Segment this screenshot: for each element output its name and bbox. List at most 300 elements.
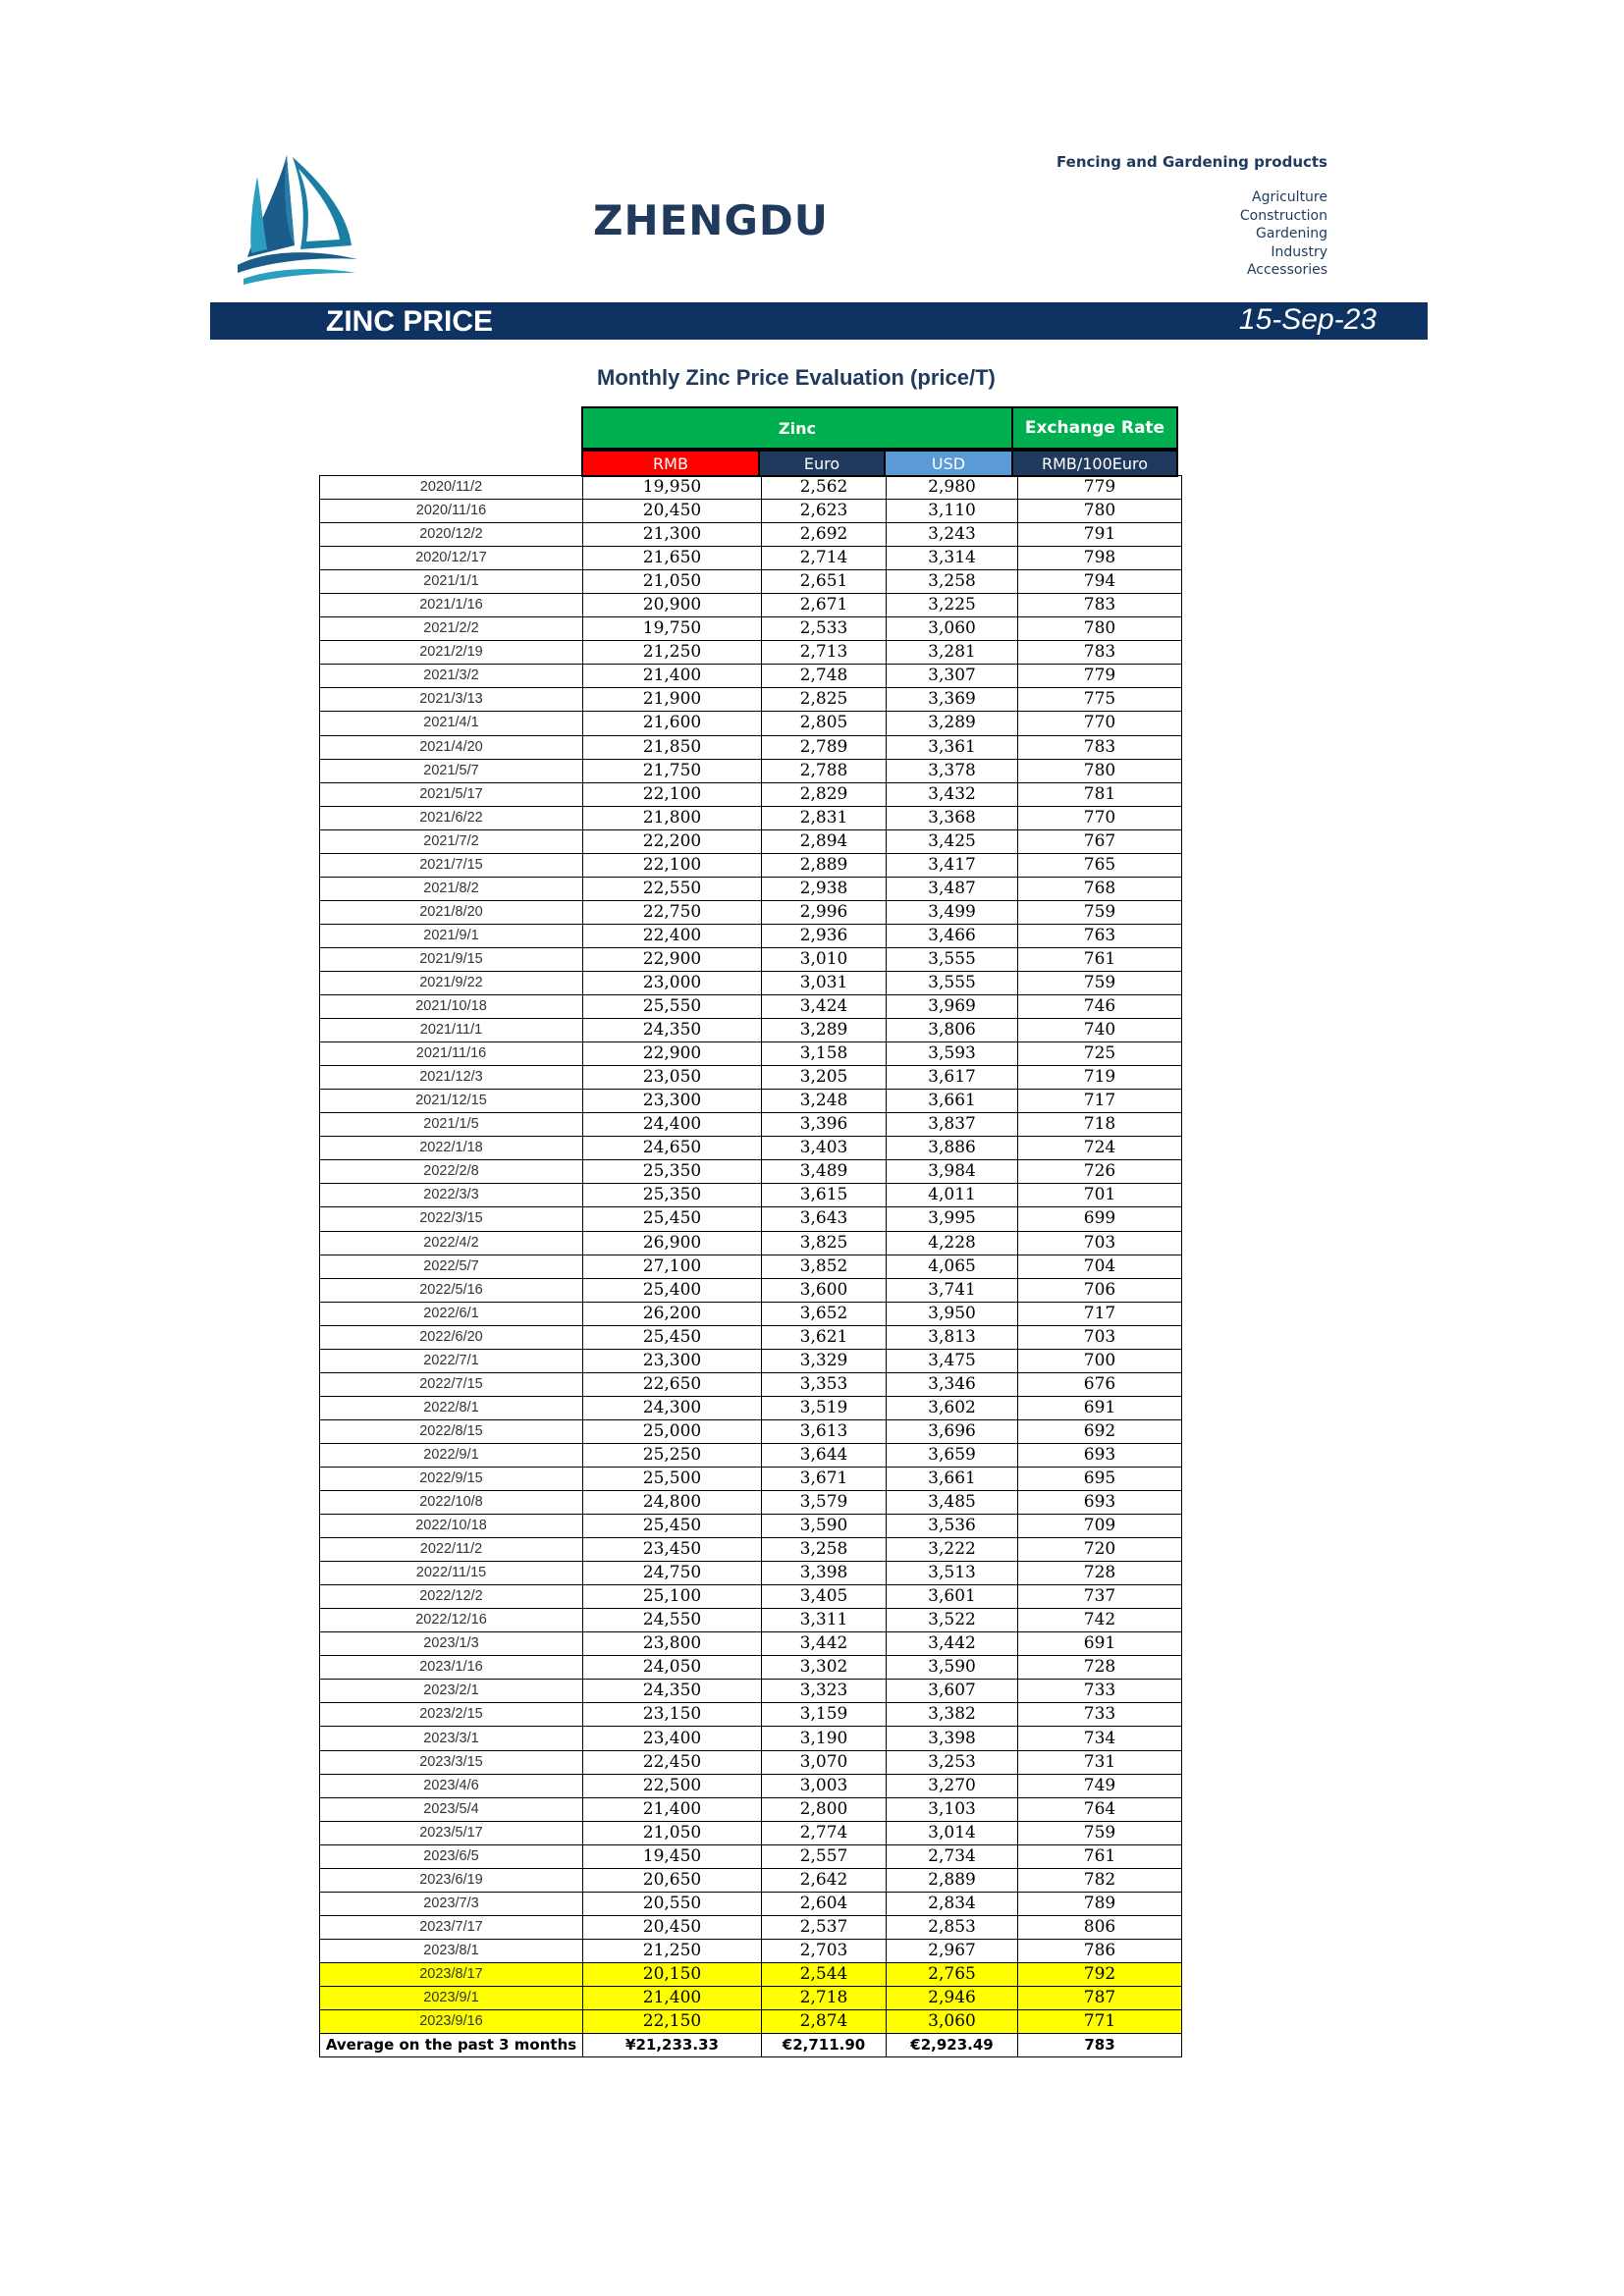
usd-price-cell: 3,593 [887, 1042, 1018, 1066]
exchange-rate-cell: 717 [1018, 1302, 1182, 1325]
euro-price-cell: 2,537 [762, 1915, 887, 1939]
rmb-price-cell: 25,450 [583, 1325, 762, 1349]
exchange-rate-cell: 720 [1018, 1538, 1182, 1562]
date-cell: 2022/6/20 [320, 1325, 583, 1349]
date-cell: 2023/9/1 [320, 1987, 583, 2010]
table-row [320, 1656, 1182, 1680]
usd-price-cell: 3,361 [887, 735, 1018, 759]
exchange-rate-cell: 742 [1018, 1609, 1182, 1632]
exchange-rate-group-header [1011, 406, 1178, 450]
table-row [320, 1774, 1182, 1797]
usd-price-cell: 3,499 [887, 900, 1018, 924]
table-row [320, 1939, 1182, 1962]
usd-price-cell: 3,225 [887, 594, 1018, 617]
table-row [320, 806, 1182, 829]
category-list [1240, 188, 1327, 280]
euro-price-cell: 3,825 [762, 1231, 887, 1255]
date-cell: 2023/2/1 [320, 1680, 583, 1703]
exchange-rate-cell: 703 [1018, 1325, 1182, 1349]
rmb-price-cell: 24,300 [583, 1396, 762, 1419]
euro-price-cell: 3,489 [762, 1160, 887, 1184]
table-row [320, 1821, 1182, 1844]
usd-price-cell: 3,513 [887, 1562, 1018, 1585]
euro-price-cell: 2,718 [762, 1987, 887, 2010]
date-cell: 2023/1/3 [320, 1632, 583, 1656]
usd-price-cell: 2,853 [887, 1915, 1018, 1939]
date-cell: 2022/8/1 [320, 1396, 583, 1419]
table-row [320, 1066, 1182, 1090]
date-cell: 2021/9/1 [320, 924, 583, 947]
euro-price-cell: 3,289 [762, 1019, 887, 1042]
usd-price-cell: 3,607 [887, 1680, 1018, 1703]
exchange-rate-cell: 794 [1018, 570, 1182, 594]
usd-price-cell: 3,270 [887, 1774, 1018, 1797]
usd-price-cell: 3,222 [887, 1538, 1018, 1562]
table-row [320, 1042, 1182, 1066]
usd-price-cell: 3,475 [887, 1349, 1018, 1372]
euro-price-cell: 3,329 [762, 1349, 887, 1372]
euro-price-cell: 3,070 [762, 1750, 887, 1774]
exchange-rate-cell: 765 [1018, 853, 1182, 877]
usd-price-cell: 3,442 [887, 1632, 1018, 1656]
euro-price-cell: 3,031 [762, 971, 887, 994]
table-row [320, 1137, 1182, 1160]
date-cell: 2021/11/1 [320, 1019, 583, 1042]
date-cell: 2023/6/19 [320, 1868, 583, 1892]
exchange-rate-cell: 699 [1018, 1207, 1182, 1231]
euro-price-cell: 3,852 [762, 1255, 887, 1278]
euro-price-cell: 2,671 [762, 594, 887, 617]
euro-price-cell: 2,829 [762, 782, 887, 806]
sailboat-logo-icon [238, 147, 361, 285]
date-cell: 2022/7/15 [320, 1372, 583, 1396]
rmb-price-cell: 25,450 [583, 1515, 762, 1538]
usd-price-cell: 3,555 [887, 947, 1018, 971]
average-row [320, 2034, 1182, 2057]
exchange-rate-cell: 768 [1018, 877, 1182, 900]
date-cell: 2022/4/2 [320, 1231, 583, 1255]
euro-price-cell: 3,403 [762, 1137, 887, 1160]
date-cell: 2021/9/15 [320, 947, 583, 971]
category-item: Agriculture [1252, 189, 1327, 205]
date-cell: 2022/10/8 [320, 1491, 583, 1515]
date-cell: 2022/12/2 [320, 1585, 583, 1609]
date-cell: 2021/12/3 [320, 1066, 583, 1090]
exchange-rate-cell: 706 [1018, 1278, 1182, 1302]
table-row [320, 1349, 1182, 1372]
exchange-rate-cell: 775 [1018, 688, 1182, 712]
table-row [320, 759, 1182, 782]
table-row [320, 617, 1182, 641]
euro-price-cell: 2,703 [762, 1939, 887, 1962]
euro-price-cell: 2,748 [762, 665, 887, 688]
exchange-rate-cell: 780 [1018, 617, 1182, 641]
usd-price-cell: 4,065 [887, 1255, 1018, 1278]
exchange-rate-cell: 761 [1018, 1844, 1182, 1868]
date-cell: 2022/6/1 [320, 1302, 583, 1325]
usd-price-cell: 2,946 [887, 1987, 1018, 2010]
rmb-price-cell: 23,800 [583, 1632, 762, 1656]
table-row [320, 735, 1182, 759]
usd-price-cell: 3,590 [887, 1656, 1018, 1680]
rmb-price-cell: 20,450 [583, 500, 762, 523]
euro-price-cell: 2,936 [762, 924, 887, 947]
exchange-rate-cell: 691 [1018, 1632, 1182, 1656]
date-cell: 2022/7/1 [320, 1349, 583, 1372]
table-row [320, 1632, 1182, 1656]
rmb-price-cell: 23,050 [583, 1066, 762, 1090]
rmb-price-cell: 19,450 [583, 1844, 762, 1868]
euro-price-cell: 2,642 [762, 1868, 887, 1892]
euro-price-cell: 2,938 [762, 877, 887, 900]
euro-price-cell: 2,774 [762, 1821, 887, 1844]
euro-price-cell: 2,831 [762, 806, 887, 829]
exchange-rate-cell: 783 [1018, 641, 1182, 665]
category-item: Construction [1239, 207, 1327, 224]
usd-price-cell: 3,060 [887, 617, 1018, 641]
usd-price-cell: 3,346 [887, 1372, 1018, 1396]
rmb-price-cell: 21,800 [583, 806, 762, 829]
exchange-rate-cell: 770 [1018, 806, 1182, 829]
usd-price-cell: 3,741 [887, 1278, 1018, 1302]
category-item: Gardening [1256, 226, 1327, 241]
date-cell: 2022/5/7 [320, 1255, 583, 1278]
euro-price-cell: 2,544 [762, 1962, 887, 1986]
table-row [320, 1113, 1182, 1137]
usd-column-header [884, 450, 1013, 477]
usd-price-cell: 3,617 [887, 1066, 1018, 1090]
rmb-price-cell: 22,550 [583, 877, 762, 900]
date-cell: 2021/6/22 [320, 806, 583, 829]
usd-price-cell: 3,368 [887, 806, 1018, 829]
date-cell: 2021/3/13 [320, 688, 583, 712]
usd-price-cell: 3,258 [887, 570, 1018, 594]
euro-price-cell: 2,604 [762, 1892, 887, 1915]
table-row [320, 1443, 1182, 1467]
exchange-rate-group-label: Exchange Rate [1024, 418, 1165, 438]
usd-price-cell: 3,369 [887, 688, 1018, 712]
rmb-price-cell: 22,650 [583, 1372, 762, 1396]
table-row [320, 594, 1182, 617]
rmb-price-cell: 20,550 [583, 1892, 762, 1915]
table-row [320, 853, 1182, 877]
rmb-price-cell: 22,900 [583, 947, 762, 971]
euro-price-cell: 3,190 [762, 1727, 887, 1750]
usd-price-cell: 3,487 [887, 877, 1018, 900]
euro-price-cell: 3,323 [762, 1680, 887, 1703]
usd-price-cell: 3,813 [887, 1325, 1018, 1349]
rmb-price-cell: 21,400 [583, 665, 762, 688]
rmb-price-cell: 27,100 [583, 1255, 762, 1278]
usd-price-cell: 3,014 [887, 1821, 1018, 1844]
exchange-rate-cell: 737 [1018, 1585, 1182, 1609]
euro-price-cell: 3,579 [762, 1491, 887, 1515]
date-cell: 2023/3/15 [320, 1750, 583, 1774]
euro-price-cell: 3,353 [762, 1372, 887, 1396]
table-row [320, 877, 1182, 900]
average-rate: 783 [1018, 2034, 1182, 2057]
date-cell: 2021/5/7 [320, 759, 583, 782]
rmb-price-cell: 19,950 [583, 476, 762, 500]
usd-price-cell: 3,837 [887, 1113, 1018, 1137]
usd-price-cell: 3,661 [887, 1090, 1018, 1113]
rmb-price-cell: 21,250 [583, 641, 762, 665]
usd-price-cell: 3,984 [887, 1160, 1018, 1184]
usd-price-cell: 3,950 [887, 1302, 1018, 1325]
date-cell: 2021/4/20 [320, 735, 583, 759]
exchange-rate-cell: 726 [1018, 1160, 1182, 1184]
exchange-rate-cell: 789 [1018, 1892, 1182, 1915]
euro-price-cell: 3,644 [762, 1443, 887, 1467]
rmb-price-cell: 22,500 [583, 1774, 762, 1797]
zinc-price-table [319, 475, 1182, 2057]
date-cell: 2022/10/18 [320, 1515, 583, 1538]
euro-price-cell: 2,800 [762, 1797, 887, 1821]
exchange-rate-cell: 691 [1018, 1396, 1182, 1419]
rmb-price-cell: 21,650 [583, 547, 762, 570]
rmb-price-cell: 19,750 [583, 617, 762, 641]
euro-price-cell: 3,519 [762, 1396, 887, 1419]
euro-price-cell: 2,714 [762, 547, 887, 570]
rmb-price-cell: 24,400 [583, 1113, 762, 1137]
table-row [320, 1467, 1182, 1490]
tagline: Fencing and Gardening products [1056, 153, 1327, 171]
rmb-price-cell: 26,900 [583, 1231, 762, 1255]
rmb-price-cell: 21,250 [583, 1939, 762, 1962]
table-row [320, 1797, 1182, 1821]
euro-price-cell: 3,643 [762, 1207, 887, 1231]
date-cell: 2023/4/6 [320, 1774, 583, 1797]
table-row [320, 1090, 1182, 1113]
rmb-price-cell: 20,900 [583, 594, 762, 617]
rmb-price-cell: 24,550 [583, 1609, 762, 1632]
category-item: Accessories [1246, 262, 1327, 278]
rmb-price-cell: 23,450 [583, 1538, 762, 1562]
usd-price-cell: 2,834 [887, 1892, 1018, 1915]
euro-price-cell: 3,613 [762, 1419, 887, 1443]
usd-price-cell: 2,734 [887, 1844, 1018, 1868]
date-cell: 2023/3/1 [320, 1727, 583, 1750]
exchange-rate-cell: 759 [1018, 900, 1182, 924]
average-euro: €2,711.90 [762, 2034, 887, 2057]
exchange-rate-cell: 787 [1018, 1987, 1182, 2010]
euro-price-cell: 3,621 [762, 1325, 887, 1349]
date-cell: 2022/5/16 [320, 1278, 583, 1302]
table-row [320, 900, 1182, 924]
exchange-rate-cell: 780 [1018, 500, 1182, 523]
table-row [320, 1207, 1182, 1231]
exchange-rate-cell: 718 [1018, 1113, 1182, 1137]
exchange-rate-cell: 733 [1018, 1680, 1182, 1703]
table-row [320, 1302, 1182, 1325]
table-row [320, 476, 1182, 500]
table-row [320, 1231, 1182, 1255]
table-row [320, 688, 1182, 712]
exchange-rate-cell: 786 [1018, 1939, 1182, 1962]
euro-price-cell: 3,158 [762, 1042, 887, 1066]
table-row [320, 1868, 1182, 1892]
usd-price-cell: 3,466 [887, 924, 1018, 947]
exchange-rate-cell: 728 [1018, 1656, 1182, 1680]
exchange-rate-cell: 700 [1018, 1349, 1182, 1372]
date-cell: 2023/7/17 [320, 1915, 583, 1939]
category-item: Industry [1271, 243, 1327, 260]
rmb-price-cell: 21,300 [583, 523, 762, 547]
euro-price-cell: 3,010 [762, 947, 887, 971]
exchange-rate-cell: 724 [1018, 1137, 1182, 1160]
table-row [320, 1844, 1182, 1868]
table-row [320, 1962, 1182, 1986]
rmb-price-cell: 21,850 [583, 735, 762, 759]
euro-price-cell: 2,788 [762, 759, 887, 782]
usd-price-cell: 3,417 [887, 853, 1018, 877]
exchange-rate-cell: 704 [1018, 1255, 1182, 1278]
date-cell: 2023/5/4 [320, 1797, 583, 1821]
date-cell: 2021/8/20 [320, 900, 583, 924]
rmb-price-cell: 21,050 [583, 1821, 762, 1844]
table-row [320, 665, 1182, 688]
euro-price-cell: 2,789 [762, 735, 887, 759]
date-cell: 2020/12/17 [320, 547, 583, 570]
usd-column-label: USD [931, 454, 966, 473]
exchange-rate-cell: 783 [1018, 735, 1182, 759]
euro-price-cell: 2,713 [762, 641, 887, 665]
usd-price-cell: 3,398 [887, 1727, 1018, 1750]
usd-price-cell: 3,425 [887, 829, 1018, 853]
exchange-rate-cell: 763 [1018, 924, 1182, 947]
table-row [320, 1184, 1182, 1207]
usd-price-cell: 3,103 [887, 1797, 1018, 1821]
exchange-rate-cell: 749 [1018, 1774, 1182, 1797]
date-cell: 2023/1/16 [320, 1656, 583, 1680]
usd-price-cell: 3,536 [887, 1515, 1018, 1538]
exchange-rate-cell: 759 [1018, 971, 1182, 994]
euro-price-cell: 3,003 [762, 1774, 887, 1797]
euro-price-cell: 2,894 [762, 829, 887, 853]
euro-price-cell: 2,557 [762, 1844, 887, 1868]
date-cell: 2022/9/1 [320, 1443, 583, 1467]
euro-price-cell: 2,562 [762, 476, 887, 500]
usd-price-cell: 3,806 [887, 1019, 1018, 1042]
exchange-rate-cell: 692 [1018, 1419, 1182, 1443]
rmb-price-cell: 20,650 [583, 1868, 762, 1892]
exchange-rate-cell: 770 [1018, 712, 1182, 735]
average-rmb: ¥21,233.33 [583, 2034, 762, 2057]
report-date: 15-Sep-23 [1238, 303, 1377, 336]
euro-price-cell: 3,258 [762, 1538, 887, 1562]
usd-price-cell: 3,555 [887, 971, 1018, 994]
rmb-price-cell: 21,400 [583, 1987, 762, 2010]
exchange-rate-cell: 779 [1018, 476, 1182, 500]
usd-price-cell: 3,314 [887, 547, 1018, 570]
date-cell: 2023/8/1 [320, 1939, 583, 1962]
euro-price-cell: 3,405 [762, 1585, 887, 1609]
date-cell: 2021/7/2 [320, 829, 583, 853]
euro-price-cell: 2,692 [762, 523, 887, 547]
exchange-rate-cell: 703 [1018, 1231, 1182, 1255]
table-row [320, 995, 1182, 1019]
exchange-rate-cell: 695 [1018, 1467, 1182, 1490]
date-cell: 2023/2/15 [320, 1703, 583, 1727]
date-cell: 2021/10/18 [320, 995, 583, 1019]
usd-price-cell: 3,289 [887, 712, 1018, 735]
exchange-rate-cell: 779 [1018, 665, 1182, 688]
exchange-rate-cell: 746 [1018, 995, 1182, 1019]
table-row [320, 547, 1182, 570]
rmb-price-cell: 22,100 [583, 782, 762, 806]
rmb-price-cell: 21,600 [583, 712, 762, 735]
usd-price-cell: 3,281 [887, 641, 1018, 665]
exchange-rate-cell: 717 [1018, 1090, 1182, 1113]
exchange-rate-cell: 782 [1018, 1868, 1182, 1892]
rmb-price-cell: 24,650 [583, 1137, 762, 1160]
rmb-price-cell: 24,050 [583, 1656, 762, 1680]
table-subtitle: Monthly Zinc Price Evaluation (price/T) [597, 365, 996, 390]
zinc-group-header [581, 406, 1013, 450]
euro-column-header [758, 450, 886, 477]
table-row [320, 1915, 1182, 1939]
table-row [320, 1750, 1182, 1774]
date-cell: 2023/9/16 [320, 2010, 583, 2034]
rmb-price-cell: 24,750 [583, 1562, 762, 1585]
usd-price-cell: 3,969 [887, 995, 1018, 1019]
rmb-price-cell: 25,450 [583, 1207, 762, 1231]
date-cell: 2023/5/17 [320, 1821, 583, 1844]
date-cell: 2022/8/15 [320, 1419, 583, 1443]
rmb-price-cell: 25,550 [583, 995, 762, 1019]
title-banner [210, 302, 1428, 340]
average-usd: €2,923.49 [887, 2034, 1018, 2057]
usd-price-cell: 2,967 [887, 1939, 1018, 1962]
table-row [320, 1491, 1182, 1515]
euro-price-cell: 3,398 [762, 1562, 887, 1585]
date-cell: 2022/11/15 [320, 1562, 583, 1585]
euro-price-cell: 2,889 [762, 853, 887, 877]
exchange-rate-cell: 719 [1018, 1066, 1182, 1090]
date-cell: 2021/4/1 [320, 712, 583, 735]
table-row [320, 1585, 1182, 1609]
euro-price-cell: 3,311 [762, 1609, 887, 1632]
exchange-rate-cell: 780 [1018, 759, 1182, 782]
rmb-price-cell: 25,250 [583, 1443, 762, 1467]
table-row [320, 1515, 1182, 1538]
page-title: ZINC PRICE [326, 305, 494, 338]
rmb-price-cell: 22,750 [583, 900, 762, 924]
table-row [320, 947, 1182, 971]
table-row [320, 1325, 1182, 1349]
date-cell: 2022/3/3 [320, 1184, 583, 1207]
rmb-column-label: RMB [653, 454, 688, 473]
usd-price-cell: 3,243 [887, 523, 1018, 547]
date-cell: 2020/11/16 [320, 500, 583, 523]
date-cell: 2020/11/2 [320, 476, 583, 500]
euro-price-cell: 3,615 [762, 1184, 887, 1207]
rmb-price-cell: 23,150 [583, 1703, 762, 1727]
table-row [320, 1703, 1182, 1727]
euro-price-cell: 2,996 [762, 900, 887, 924]
rmb-price-cell: 24,350 [583, 1680, 762, 1703]
exchange-rate-cell: 734 [1018, 1727, 1182, 1750]
table-row [320, 570, 1182, 594]
exchange-rate-cell: 725 [1018, 1042, 1182, 1066]
euro-price-cell: 3,302 [762, 1656, 887, 1680]
rmb-column-header [581, 450, 760, 477]
usd-price-cell: 4,011 [887, 1184, 1018, 1207]
exchange-rate-cell: 693 [1018, 1491, 1182, 1515]
usd-price-cell: 3,307 [887, 665, 1018, 688]
table-row [320, 1987, 1182, 2010]
exchange-rate-cell: 771 [1018, 2010, 1182, 2034]
